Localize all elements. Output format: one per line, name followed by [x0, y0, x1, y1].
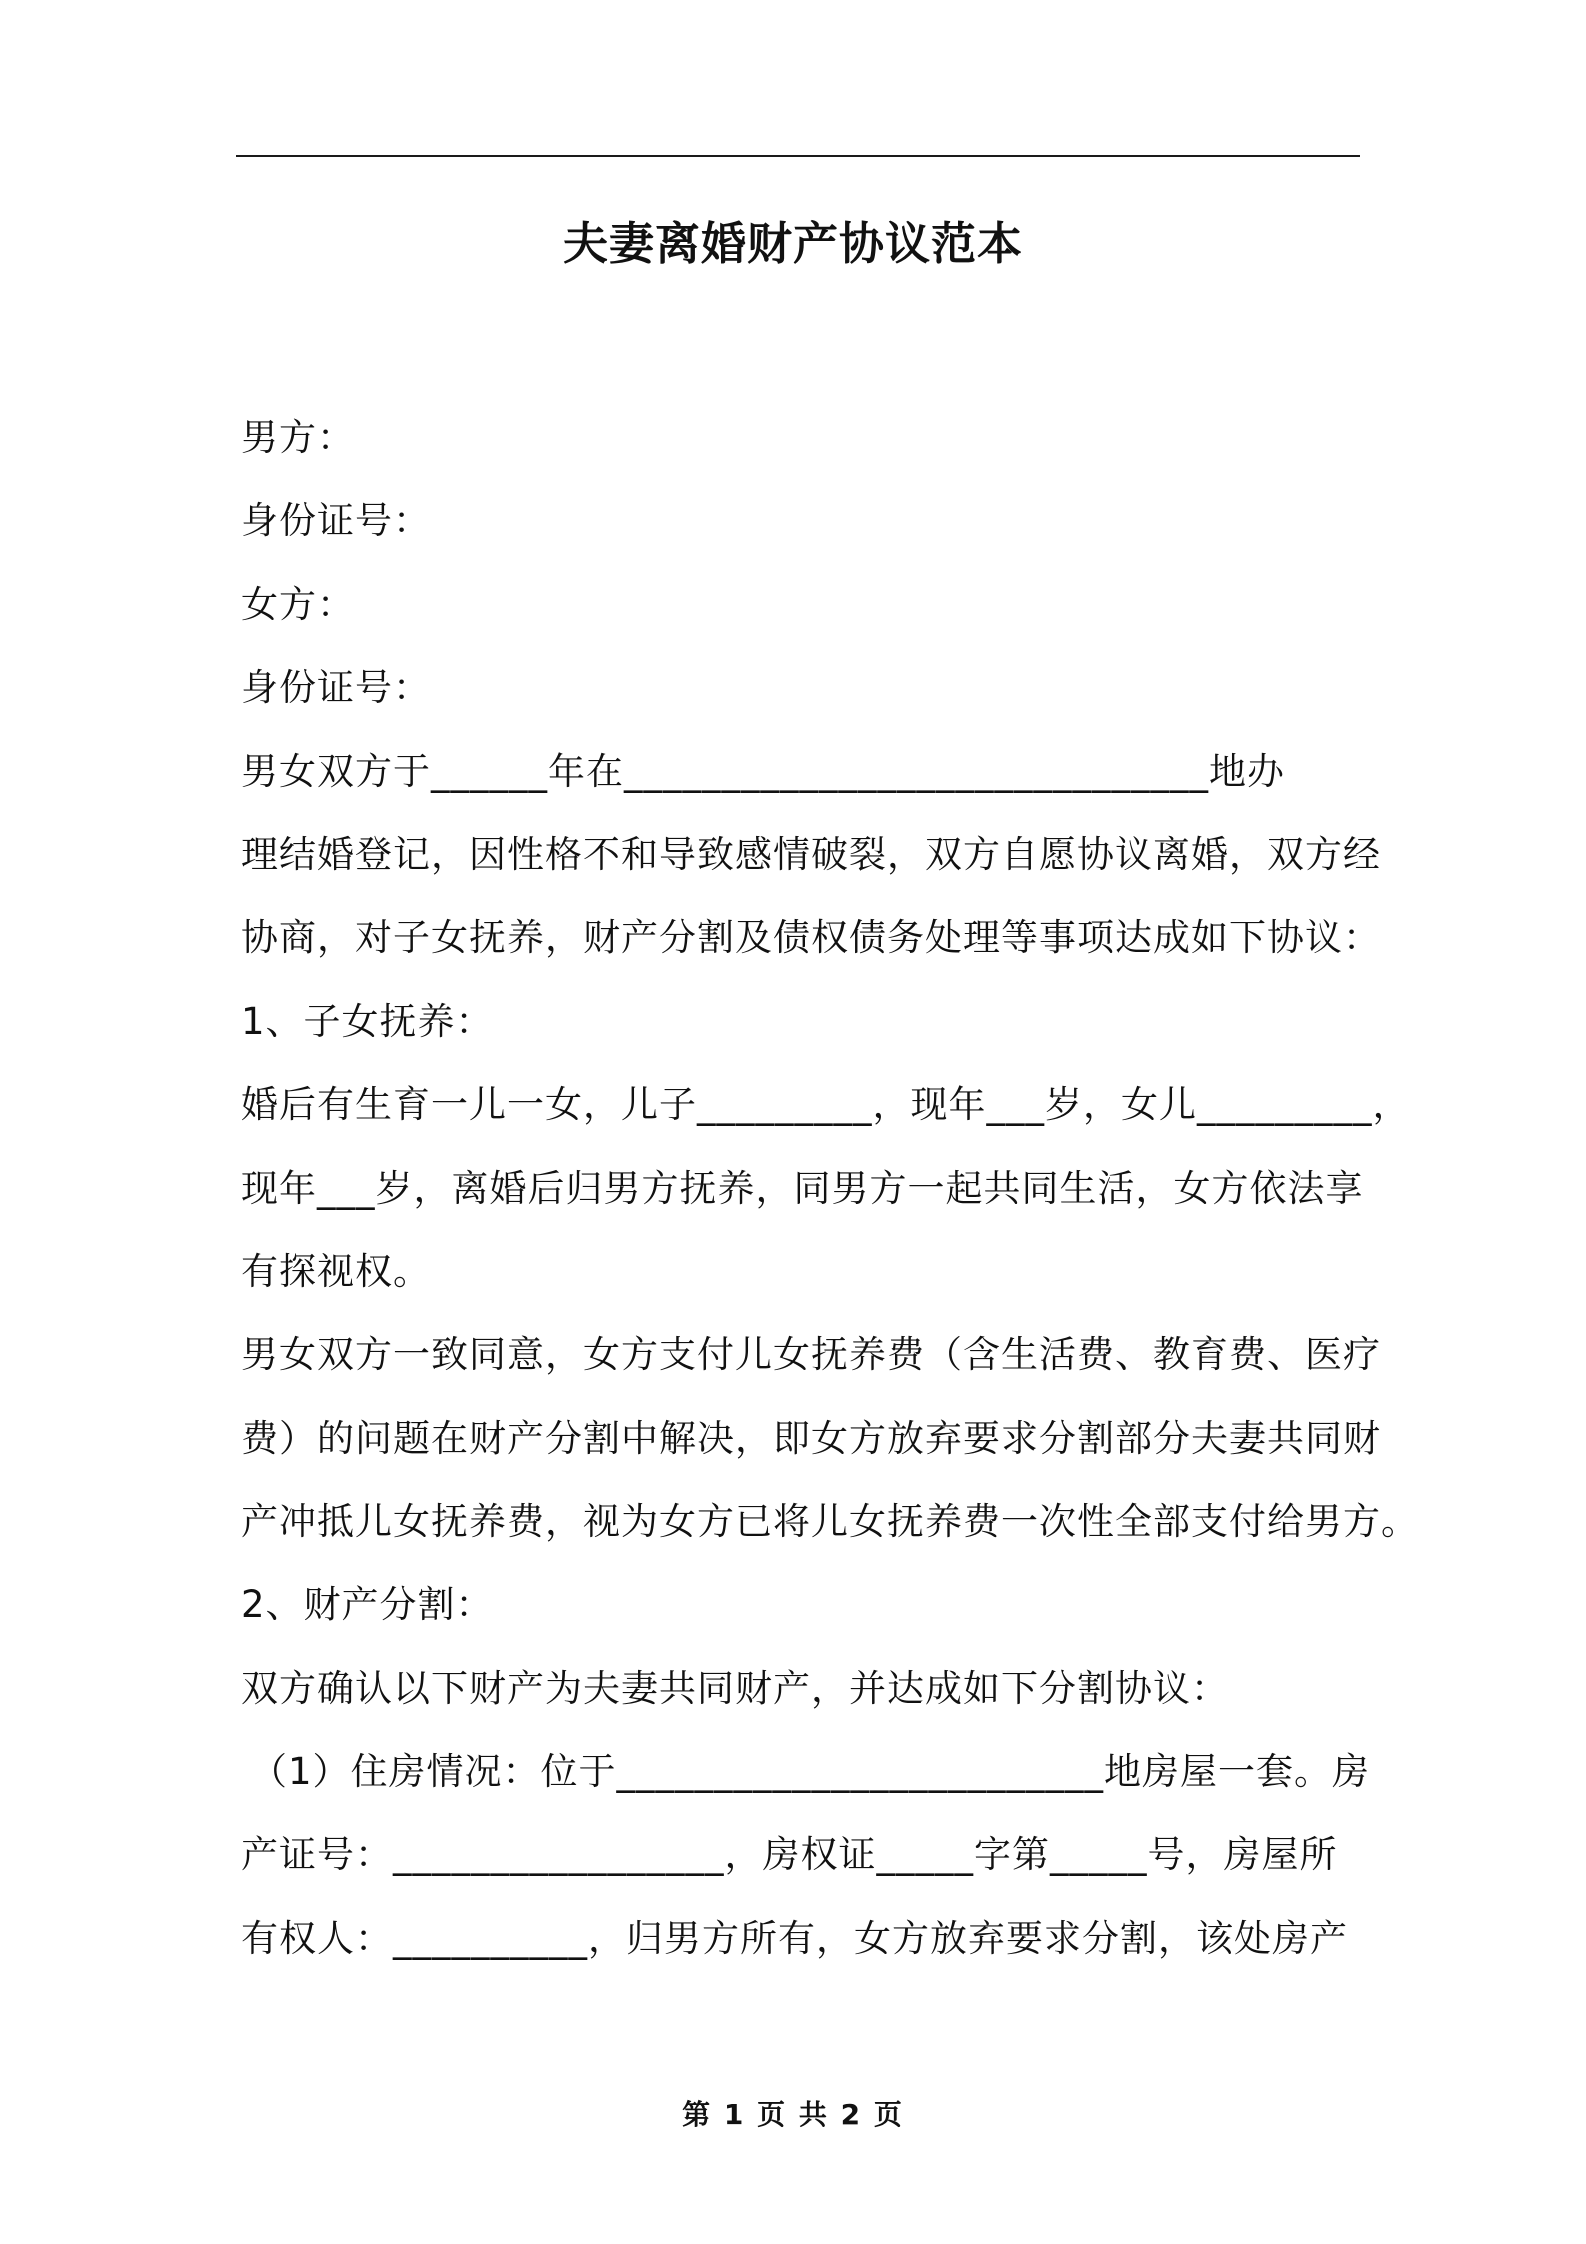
paragraph-line: 协商，对子女抚养，财产分割及债权债务处理等事项达成如下协议：	[241, 916, 1381, 959]
page-number-footer: 第 1 页 共 2 页	[682, 2098, 904, 2131]
header-rule	[236, 155, 1360, 157]
paragraph-line: 费）的问题在财产分割中解决，即女方放弃要求分割部分夫妻共同财	[241, 1417, 1381, 1460]
field-male-party: 男方：	[241, 416, 355, 459]
paragraph-line: 理结婚登记，因性格不和导致感情破裂，双方自愿协议离婚，双方经	[241, 833, 1381, 876]
field-female-party: 女方：	[241, 583, 355, 626]
paragraph-line: 有权人：__________，归男方所有，女方放弃要求分割，该处房产	[241, 1917, 1348, 1960]
paragraph-line: 有探视权。	[241, 1250, 431, 1293]
document-title: 夫妻离婚财产协议范本	[562, 217, 1023, 270]
section-heading-child-custody: 1、子女抚养：	[241, 1000, 494, 1043]
section-heading-property-division: 2、财产分割：	[241, 1583, 494, 1626]
paragraph-line: （1）住房情况：位于_________________________地房屋一套。房	[250, 1750, 1371, 1793]
field-male-id: 身份证号：	[241, 499, 431, 542]
paragraph-line: 产冲抵儿女抚养费，视为女方已将儿女抚养费一次性全部支付给男方。	[241, 1500, 1419, 1543]
field-female-id: 身份证号：	[241, 666, 431, 709]
paragraph-line: 双方确认以下财产为夫妻共同财产，并达成如下分割协议：	[241, 1667, 1229, 1710]
paragraph-line: 男女双方一致同意，女方支付儿女抚养费（含生活费、教育费、医疗	[241, 1333, 1381, 1376]
paragraph-line: 婚后有生育一儿一女，儿子_________，现年___岁，女儿_________，	[241, 1083, 1411, 1126]
paragraph-line: 产证号：_________________，房权证_____字第_____号，房屋所	[241, 1833, 1338, 1876]
paragraph-line: 现年___岁，离婚后归男方抚养，同男方一起共同生活，女方依法享	[241, 1167, 1364, 1210]
paragraph-line: 男女双方于______年在______________________________地办	[241, 750, 1285, 793]
